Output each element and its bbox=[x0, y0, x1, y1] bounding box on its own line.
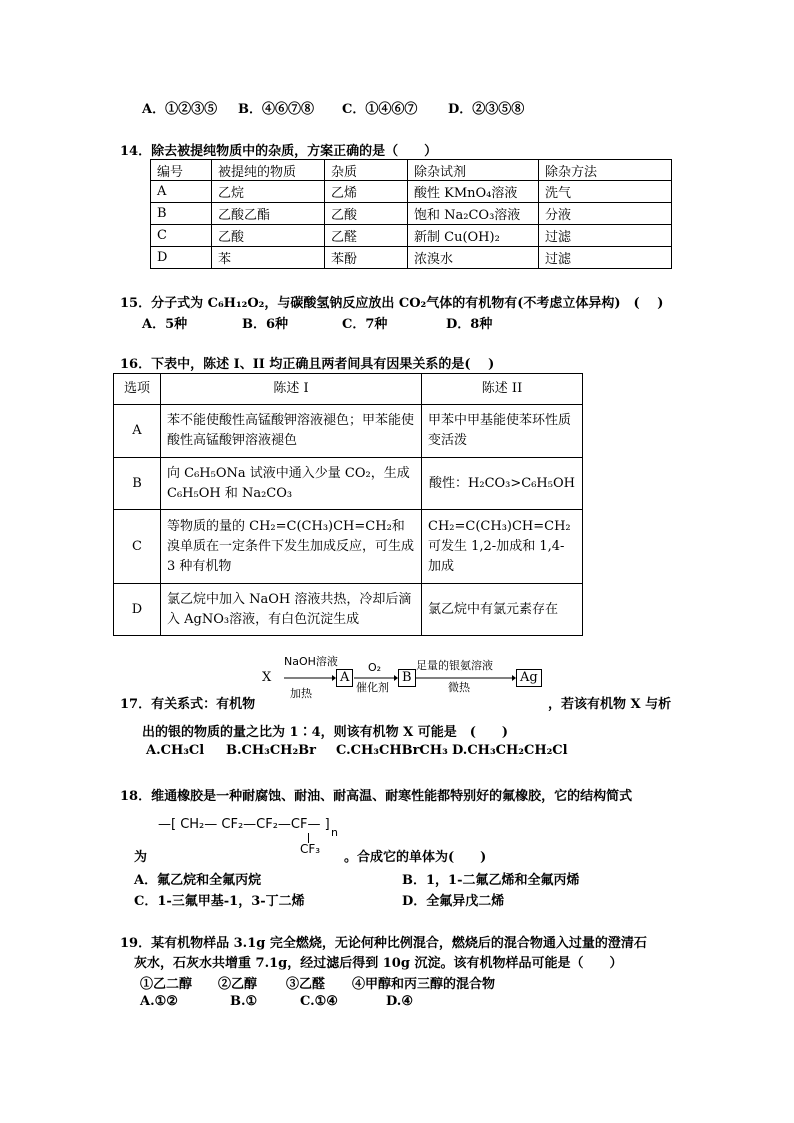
arrow-icon bbox=[284, 674, 336, 682]
q14-cell: 乙醛 bbox=[325, 225, 408, 247]
q19-choice-2: ②乙醇 bbox=[218, 977, 258, 992]
q17-scheme bbox=[258, 653, 548, 703]
q19-option-d: D.④ bbox=[386, 994, 413, 1009]
q16-cell: 酸性：H₂CO₃>C₆H₅OH bbox=[422, 458, 583, 510]
scheme-r3-top: 足量的银氨溶液 bbox=[416, 659, 493, 672]
q16-stem: 16．下表中，陈述 I、II 均正确且两者间具有因果关系的是( ) bbox=[120, 357, 495, 372]
q19-option-b: B.① bbox=[230, 994, 258, 1009]
q14-cell: 乙烯 bbox=[325, 181, 408, 203]
q14-cell: 分液 bbox=[539, 203, 672, 225]
q17-stem-line2: 出的银的物质的量之比为 1∶4，则该有机物 X 可能是 ( ) bbox=[142, 725, 509, 740]
q15-option-a: A．5种 bbox=[142, 317, 188, 332]
q13-option-d: D．②③⑤⑧ bbox=[448, 102, 525, 117]
q18-option-c: C．1-三氟甲基-1，3-丁二烯 bbox=[134, 894, 305, 909]
q17-option-a: A.CH₃Cl bbox=[146, 743, 205, 758]
table-row bbox=[151, 181, 672, 203]
q16-table bbox=[113, 373, 583, 636]
scheme-ag: Ag bbox=[516, 669, 542, 687]
table-row bbox=[151, 203, 672, 225]
q16-cell: 甲苯中甲基能使苯环性质变活泼 bbox=[422, 405, 583, 458]
q14-cell: 乙酸乙酯 bbox=[212, 203, 325, 225]
q17-option-c: C.CH₃CHBrCH₃ bbox=[336, 743, 448, 758]
q19-line2: 灰水，石灰水共增重 7.1g，经过滤后得到 10g 沉淀。该有机物样品可能是（ ） bbox=[134, 956, 623, 971]
q14-cell: A bbox=[151, 181, 212, 203]
q14-cell: B bbox=[151, 203, 212, 225]
table-row bbox=[114, 405, 583, 458]
q16-cell: B bbox=[114, 458, 161, 510]
q14-stem: 14．除去被提纯物质中的杂质，方案正确的是（ ） bbox=[120, 144, 438, 159]
polymer-branch: CF₃ bbox=[300, 842, 321, 856]
q16-cell: D bbox=[114, 584, 161, 636]
scheme-a: A bbox=[336, 669, 353, 687]
q14-cell: 乙烷 bbox=[212, 181, 325, 203]
q15-stem: 15．分子式为 C₆H₁₂O₂，与碳酸氢钠反应放出 CO₂气体的有机物有(不考虑立体异构) ( ) bbox=[120, 296, 664, 311]
q15-option-b: B．6种 bbox=[242, 317, 289, 332]
q14-cell: 酸性 KMnO₄溶液 bbox=[408, 181, 539, 203]
q14-cell: D bbox=[151, 247, 212, 269]
scheme-x: X bbox=[262, 670, 272, 685]
q19-choice-4: ④甲醇和丙三醇的混合物 bbox=[352, 977, 496, 992]
q14-cell: 过滤 bbox=[539, 247, 672, 269]
q15-option-c: C．7种 bbox=[342, 317, 388, 332]
table-row bbox=[151, 225, 672, 247]
q16-cell: 等物质的量的 CH₂=C(CH₃)CH=CH₂和溴单质在一定条件下发生加成反应，可生成 3 种有机物 bbox=[161, 510, 422, 584]
q16-cell: C bbox=[114, 510, 161, 584]
q19-choice-3: ③乙醛 bbox=[286, 977, 326, 992]
q13-option-b: B．④⑥⑦⑧ bbox=[238, 102, 314, 117]
q17-option-b: B.CH₃CH₂Br bbox=[226, 743, 316, 758]
polymer-n: n bbox=[331, 826, 338, 839]
q14-header: 除杂方法 bbox=[539, 160, 672, 181]
q17-stem-start: 17．有关系式：有机物 bbox=[120, 697, 256, 712]
q16-cell: 向 C₆H₅ONa 试液中通入少量 CO₂，生成 C₆H₅OH 和 Na₂CO₃ bbox=[161, 458, 422, 510]
q15-option-d: D．8种 bbox=[446, 317, 493, 332]
q14-cell: 洗气 bbox=[539, 181, 672, 203]
q14-table bbox=[150, 159, 672, 269]
q18-wei: 为 bbox=[134, 850, 148, 865]
q14-cell: 过滤 bbox=[539, 225, 672, 247]
q13-option-a: A．①②③⑤ bbox=[142, 102, 218, 117]
q16-header: 陈述 I bbox=[161, 374, 422, 405]
q14-cell: 饱和 Na₂CO₃溶液 bbox=[408, 203, 539, 225]
q16-header: 选项 bbox=[114, 374, 161, 405]
q14-cell: 乙酸 bbox=[325, 203, 408, 225]
q19-option-a: A.①② bbox=[140, 994, 178, 1009]
q17-option-d: D.CH₃CH₂CH₂Cl bbox=[452, 743, 568, 758]
q18-option-a: A．氟乙烷和全氟丙烷 bbox=[134, 873, 262, 888]
q16-cell: A bbox=[114, 405, 161, 458]
q16-cell: 苯不能使酸性高锰酸钾溶液褪色；甲苯能使酸性高锰酸钾溶液褪色 bbox=[161, 405, 422, 458]
q17-stem-end: ，若该有机物 X 与析 bbox=[548, 697, 672, 712]
scheme-b: B bbox=[398, 669, 416, 687]
polymer-formula: —[ CH₂— CF₂—CF₂—CF— ] bbox=[158, 817, 330, 832]
scheme-r1-top: NaOH溶液 bbox=[284, 655, 338, 668]
q16-cell: 氯乙烷中加入 NaOH 溶液共热，冷却后滴入 AgNO₃溶液，有白色沉淀生成 bbox=[161, 584, 422, 636]
q14-cell: 苯酚 bbox=[325, 247, 408, 269]
scheme-r3-bottom: 微热 bbox=[448, 681, 470, 694]
q19-line1: 19．某有机物样品 3.1g 完全燃烧，无论何种比例混合，燃烧后的混合物通入过量的澄清石 bbox=[120, 936, 647, 951]
q18-option-b: B．1，1-二氟乙烯和全氟丙烯 bbox=[402, 873, 580, 888]
q14-cell: C bbox=[151, 225, 212, 247]
q14-header: 杂质 bbox=[325, 160, 408, 181]
q19-option-c: C.①④ bbox=[300, 994, 338, 1009]
q16-cell: 氯乙烷中有氯元素存在 bbox=[422, 584, 583, 636]
q18-stem: 18．维通橡胶是一种耐腐蚀、耐油、耐高温、耐寒性能都特别好的氟橡胶，它的结构简式 bbox=[120, 789, 633, 804]
q14-cell: 乙酸 bbox=[212, 225, 325, 247]
q13-option-c: C．①④⑥⑦ bbox=[342, 102, 418, 117]
table-row bbox=[114, 510, 583, 584]
q14-header: 编号 bbox=[151, 160, 212, 181]
q14-cell: 浓溴水 bbox=[408, 247, 539, 269]
q16-cell: CH₂=C(CH₃)CH=CH₂ 可发生 1,2-加成和 1,4-加成 bbox=[422, 510, 583, 584]
q18-option-d: D．全氟异戊二烯 bbox=[402, 894, 505, 909]
table-row bbox=[114, 584, 583, 636]
q18-tail: 。合成它的单体为( ) bbox=[344, 850, 487, 865]
q14-cell: 新制 Cu(OH)₂ bbox=[408, 225, 539, 247]
q16-header: 陈述 II bbox=[422, 374, 583, 405]
table-row bbox=[151, 247, 672, 269]
q14-cell: 苯 bbox=[212, 247, 325, 269]
scheme-r2-bottom: 催化剂 bbox=[356, 681, 389, 694]
q19-choice-1: ①乙二醇 bbox=[140, 977, 193, 992]
table-row bbox=[114, 458, 583, 510]
q14-header: 除杂试剂 bbox=[408, 160, 539, 181]
scheme-r2-top: O₂ bbox=[368, 661, 382, 674]
q14-header: 被提纯的物质 bbox=[212, 160, 325, 181]
scheme-r1-bottom: 加热 bbox=[290, 687, 312, 700]
